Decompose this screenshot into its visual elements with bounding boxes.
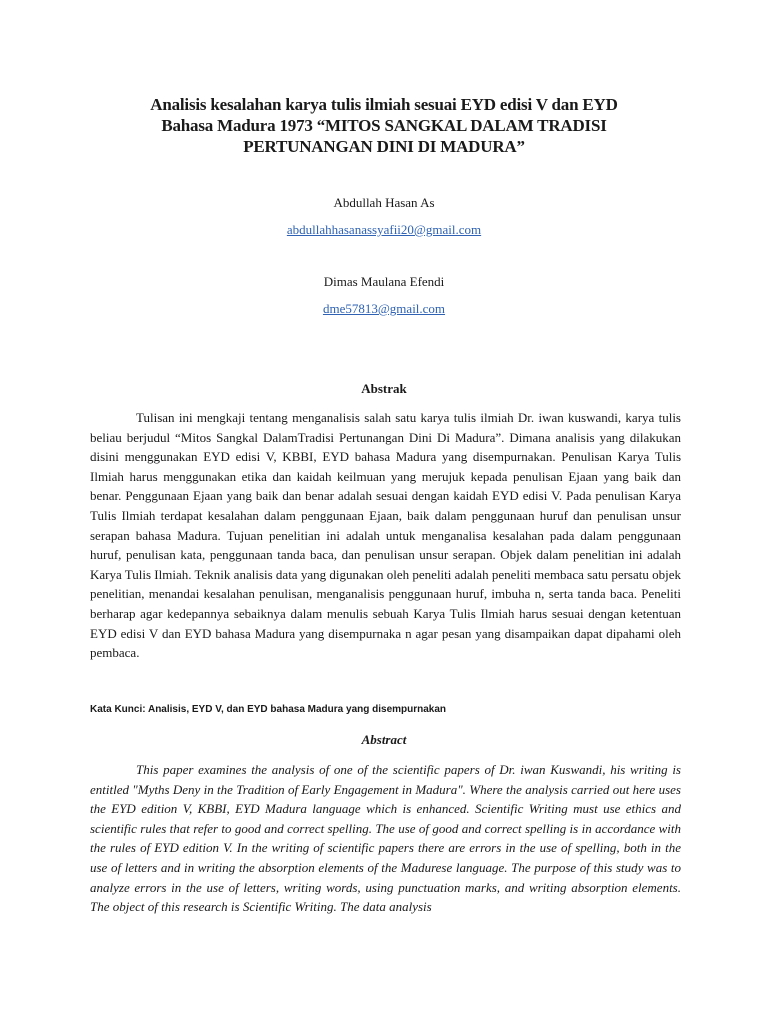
abstract-heading: Abstract	[361, 732, 407, 747]
paper-title	[90, 94, 678, 157]
author-email-link-2[interactable]: dme57813@gmail.com	[322, 301, 446, 316]
abstrak-heading: Abstrak	[361, 381, 407, 396]
abstract-paragraph: This paper examines the analysis of one of the scientific papers of Dr. iwan Kuswandi, his writing is entitled "Myths Deny in the Tradition of Early Engagement in Madura". Where the analysis carried out here uses the EYD edition V, KBBI, EYD Madura language which is enhanced. Scientific Writing must use ethics and scientific rules that refer to good and correct spelling. The use of good and correct spelling is in accordance with the rules of EYD edition V. In the writing of scientific papers there are errors in the use of spelling, both in the use of letters and in writing the absorption elements of the Madurese language. The purpose of this study was to analyze errors in the use of letters, writing words, using punctuation marks, and writing absorption elements. The object of this research is Scientific Writing. The data analysis	[90, 762, 681, 915]
title-line-2: Bahasa Madura 1973 “MITOS SANGKAL DALAM TRADISI	[161, 116, 607, 135]
keywords-line: Kata Kunci: Analisis, EYD V, dan EYD bahasa Madura yang disempurnakan	[90, 704, 447, 715]
title-line-1: Analisis kesalahan karya tulis ilmiah sesuai EYD edisi V dan EYD	[150, 95, 618, 114]
author-name-2: Dimas Maulana Efendi	[323, 274, 445, 289]
title-line-3: PERTUNANGAN DINI DI MADURA”	[243, 137, 525, 156]
author-name-1: Abdullah Hasan As	[333, 195, 435, 210]
abstrak-paragraph: Tulisan ini mengkaji tentang menganalisis salah satu karya tulis ilmiah Dr. iwan kuswandi, karya tulis beliau berjudul “Mitos Sangkal DalamTradisi Pertunangan Dini Di Madura”. Dimana analisis yang dilakukan disini menggunakan EYD edisi V, KBBI, EYD bahasa Madura yang disempurnakan. Penulisan Karya Tulis Ilmiah harus menggunakan etika dan kaidah keilmuan yang merujuk kepada penulisan Ejaan yang baik dan benar. Penggunaan Ejaan yang baik dan benar adalah sesuai dengan kaidah EYD edisi V. Pada penulisan Karya Tulis Ilmiah terdapat kesalahan dalam penggunaan Ejaan, baik dalam penggunaan huruf dan penulisan unsur serapan bahasa Madura. Tujuan penelitian ini adalah untuk menganalisa kesalahan pada dalam penggunaan huruf, penulisan kata, penggunaan tanda baca, dan penulisan unsur serapan. Objek dalam penelitian ini adalah Karya Tulis Ilmiah. Teknik analisis data yang digunakan oleh peneliti adalah peneliti membaca satu persatu objek penelitian, menandai kesalahan penulisan, menganalisis penggunaan huruf, imbuha n, serta tanda baca. Peneliti berharap agar kedepannya sebaiknya dalam menulis sebuah Karya Tulis Ilmiah harus sesuai dengan ketentuan EYD edisi V dan EYD bahasa Madura yang disempurnaka n agar pesan yang disampaikan dapat dipahami oleh pembaca.	[90, 410, 681, 661]
author-email-link-1[interactable]: abdullahhasanassyafii20@gmail.com	[286, 222, 482, 237]
